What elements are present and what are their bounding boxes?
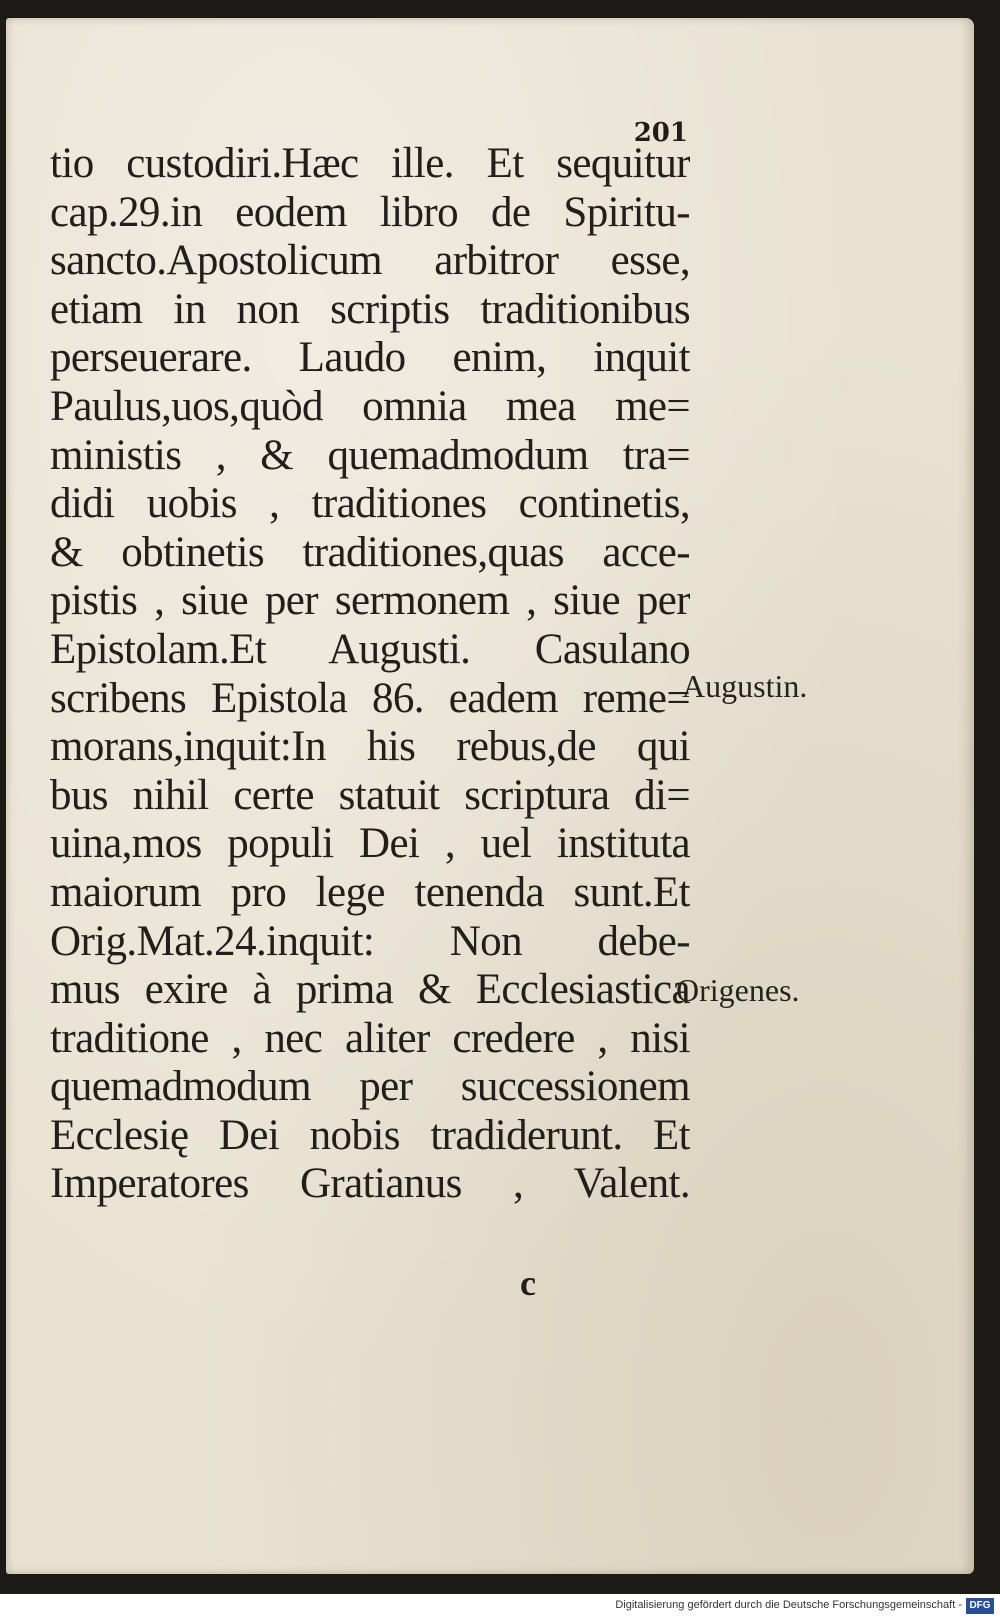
text-line: uina,mos populi Dei , uel instituta	[50, 820, 690, 868]
text-line: Ecclesię Dei nobis tradiderunt. Et	[50, 1111, 690, 1159]
text-line: pistis , siue per sermonem , siue per	[50, 577, 690, 625]
text-line: etiam in non scriptis traditionibus	[50, 285, 690, 333]
text-line: tio custodiri.Hæc ille. Et sequitur	[50, 140, 690, 187]
footer-strip	[0, 1594, 1000, 1620]
page-number: 201	[633, 118, 688, 148]
catchword: c	[520, 1263, 536, 1303]
text-line: sancto.Apostolicum arbitror esse,	[50, 237, 690, 285]
text-line: mus exire à prima & Ecclesiastica	[50, 966, 690, 1014]
text-block	[50, 140, 690, 1209]
text-line: & obtinetis traditiones,quas acce-	[50, 528, 690, 576]
text-line: bus nihil certe statuit scriptura di=	[50, 771, 690, 819]
text-line: didi uobis , traditiones continetis,	[50, 480, 690, 528]
text-line: Imperatores Gratianus , Valent.	[50, 1160, 690, 1208]
dfg-logo-icon: DFG	[966, 1598, 994, 1614]
marginal-note-origenes: Origenes.	[676, 972, 800, 1008]
text-line: Epistolam.Et Augusti. Casulano	[50, 625, 690, 673]
text-line: cap.29.in eodem libro de Spiritu-	[50, 188, 690, 236]
text-line: Orig.Mat.24.inquit: Non debe-	[50, 917, 690, 965]
text-line: quemadmodum per successionem	[50, 1063, 690, 1111]
text-line: ministis , & quemadmodum tra=	[50, 431, 690, 479]
text-line: perseuerare. Laudo enim, inquit	[50, 334, 690, 382]
funding-credit: Digitalisierung gefördert durch die Deutsche Forschungsgemeinschaft -	[615, 1599, 962, 1611]
text-line: morans,inquit:In his rebus,de qui	[50, 723, 690, 771]
marginal-note-augustin: Augustin.	[682, 668, 808, 704]
text-line: maiorum pro lege tenenda sunt.Et	[50, 868, 690, 916]
text-line: Paulus,uos,quòd omnia mea me=	[50, 382, 690, 430]
text-line: traditione , nec aliter credere , nisi	[50, 1014, 690, 1062]
text-line: scribens Epistola 86. eadem reme=	[50, 674, 690, 722]
